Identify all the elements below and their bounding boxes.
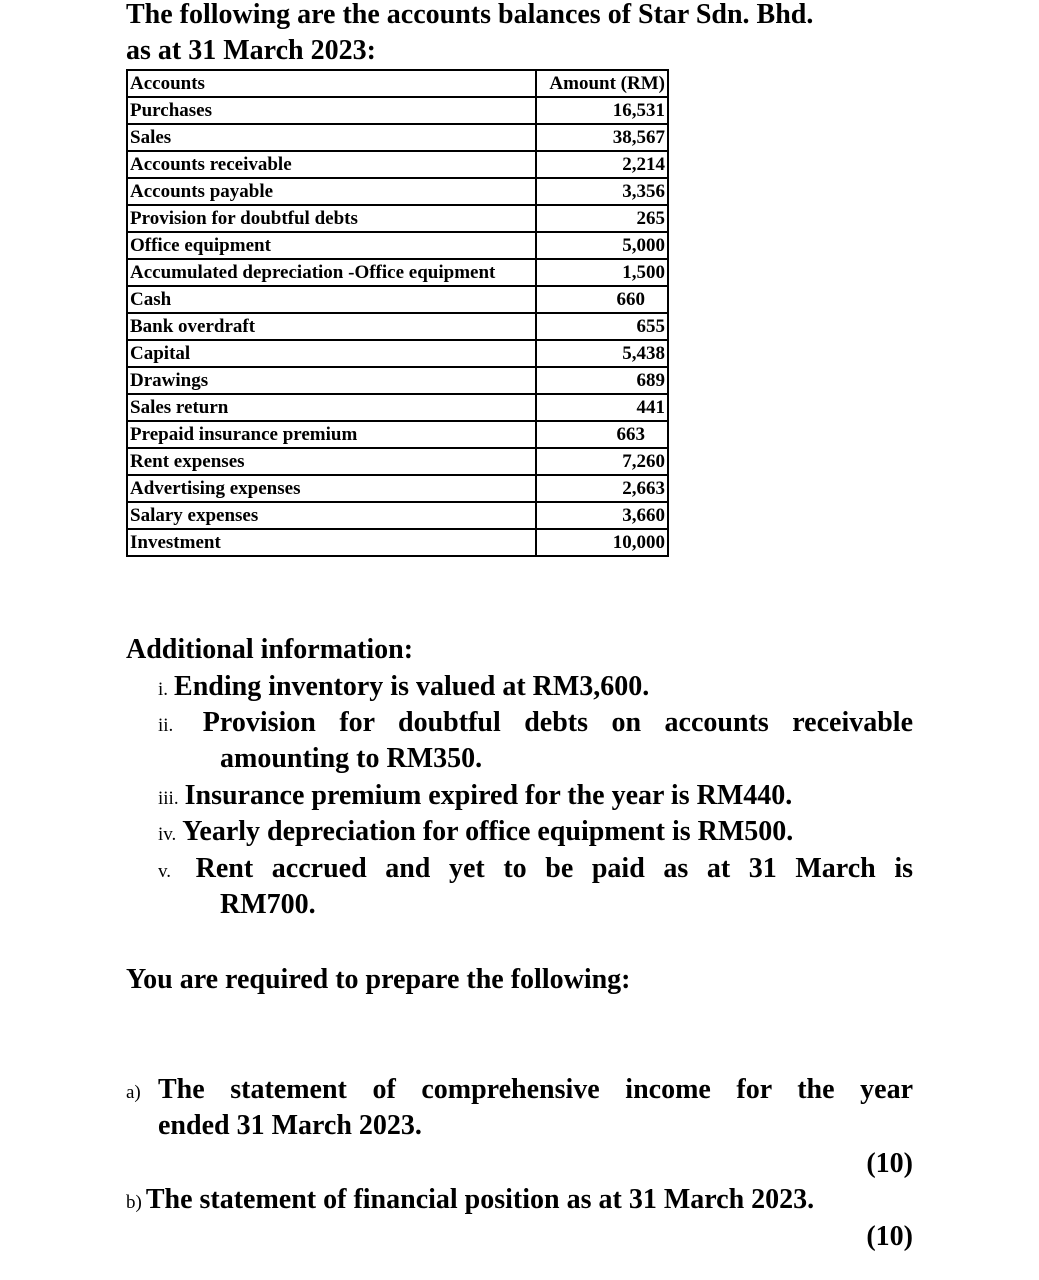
account-name: Provision for doubtful debts: [127, 205, 536, 232]
account-name: Sales return: [127, 394, 536, 421]
task-a-number: [126, 1072, 147, 1111]
account-name: Accumulated depreciation -Office equipment: [127, 259, 536, 286]
account-amount: 663: [536, 421, 668, 448]
task-text: The statement of financial position as at 31 March 2023.: [145, 1184, 815, 1215]
account-amount: 38,567: [536, 124, 668, 151]
account-amount: 7,260: [536, 448, 668, 475]
item-text: Insurance premium expired for the year is RM440.: [184, 780, 793, 811]
account-name: Advertising expenses: [127, 475, 536, 502]
account-name: Bank overdraft: [127, 313, 536, 340]
task-b-marks: (10): [866, 1221, 913, 1252]
title-line-1: The following are the accounts balances of Star Sdn. Bhd.: [126, 0, 814, 30]
item-number: iv.: [158, 824, 177, 845]
item-number: i.: [158, 679, 169, 700]
account-name: Salary expenses: [127, 502, 536, 529]
header-accounts: Accounts: [127, 70, 536, 97]
info-item-5: [158, 851, 913, 890]
account-name: Purchases: [127, 97, 536, 124]
required-heading: You are required to prepare the following:: [126, 964, 631, 995]
account-balances-table: [126, 69, 669, 557]
table-row: [127, 97, 668, 124]
task-b: [126, 1182, 814, 1221]
item-number: v.: [158, 861, 172, 882]
title-line-2: as at 31 March 2023:: [126, 35, 376, 66]
account-name: Sales: [127, 124, 536, 151]
table-row: [127, 367, 668, 394]
account-amount: 2,214: [536, 151, 668, 178]
table-row: [127, 205, 668, 232]
account-amount: 660: [536, 286, 668, 313]
info-item-5-cont: RM700.: [220, 889, 316, 920]
item-number: ii.: [158, 715, 174, 736]
account-name: Capital: [127, 340, 536, 367]
table-row: [127, 124, 668, 151]
task-number: a): [126, 1082, 141, 1103]
table-row: [127, 232, 668, 259]
table-header-row: [127, 70, 668, 97]
item-text: Yearly depreciation for office equipment is RM500.: [182, 816, 794, 847]
account-amount: 1,500: [536, 259, 668, 286]
info-item-1: [158, 669, 649, 708]
item-text: Rent accrued and yet to be paid as at 31 March is: [195, 853, 914, 884]
account-amount: 5,000: [536, 232, 668, 259]
account-name: Rent expenses: [127, 448, 536, 475]
task-number: b): [126, 1192, 142, 1213]
task-a-marks: (10): [866, 1148, 913, 1179]
account-name: Drawings: [127, 367, 536, 394]
account-amount: 2,663: [536, 475, 668, 502]
header-amount: Amount (RM): [536, 70, 668, 97]
account-name: Accounts receivable: [127, 151, 536, 178]
table-row: [127, 421, 668, 448]
account-name: Office equipment: [127, 232, 536, 259]
account-name: Accounts payable: [127, 178, 536, 205]
table-row: [127, 394, 668, 421]
account-amount: 3,356: [536, 178, 668, 205]
table-row: [127, 286, 668, 313]
account-amount: 655: [536, 313, 668, 340]
table-row: [127, 313, 668, 340]
table-row: [127, 529, 668, 556]
additional-info-heading: Additional information:: [126, 634, 414, 665]
account-name: Investment: [127, 529, 536, 556]
info-item-3: [158, 778, 792, 817]
table-row: [127, 340, 668, 367]
table-row: [127, 502, 668, 529]
account-name: Cash: [127, 286, 536, 313]
account-amount: 689: [536, 367, 668, 394]
account-name: Prepaid insurance premium: [127, 421, 536, 448]
info-item-2: [158, 705, 913, 744]
table-row: [127, 448, 668, 475]
account-amount: 10,000: [536, 529, 668, 556]
table-row: [127, 178, 668, 205]
table-row: [127, 259, 668, 286]
info-item-2-cont: amounting to RM350.: [220, 743, 483, 774]
item-text: Provision for doubtful debts on accounts receivable: [202, 707, 914, 738]
table-row: [127, 475, 668, 502]
item-number: iii.: [158, 788, 179, 809]
account-amount: 5,438: [536, 340, 668, 367]
account-amount: 16,531: [536, 97, 668, 124]
task-a-line-2: ended 31 March 2023.: [158, 1110, 422, 1141]
info-item-4: [158, 814, 793, 853]
account-amount: 265: [536, 205, 668, 232]
account-amount: 3,660: [536, 502, 668, 529]
account-amount: 441: [536, 394, 668, 421]
table-row: [127, 151, 668, 178]
item-text: Ending inventory is valued at RM3,600.: [174, 671, 650, 702]
task-a-line-1: The statement of comprehensive income for the year: [158, 1074, 913, 1105]
